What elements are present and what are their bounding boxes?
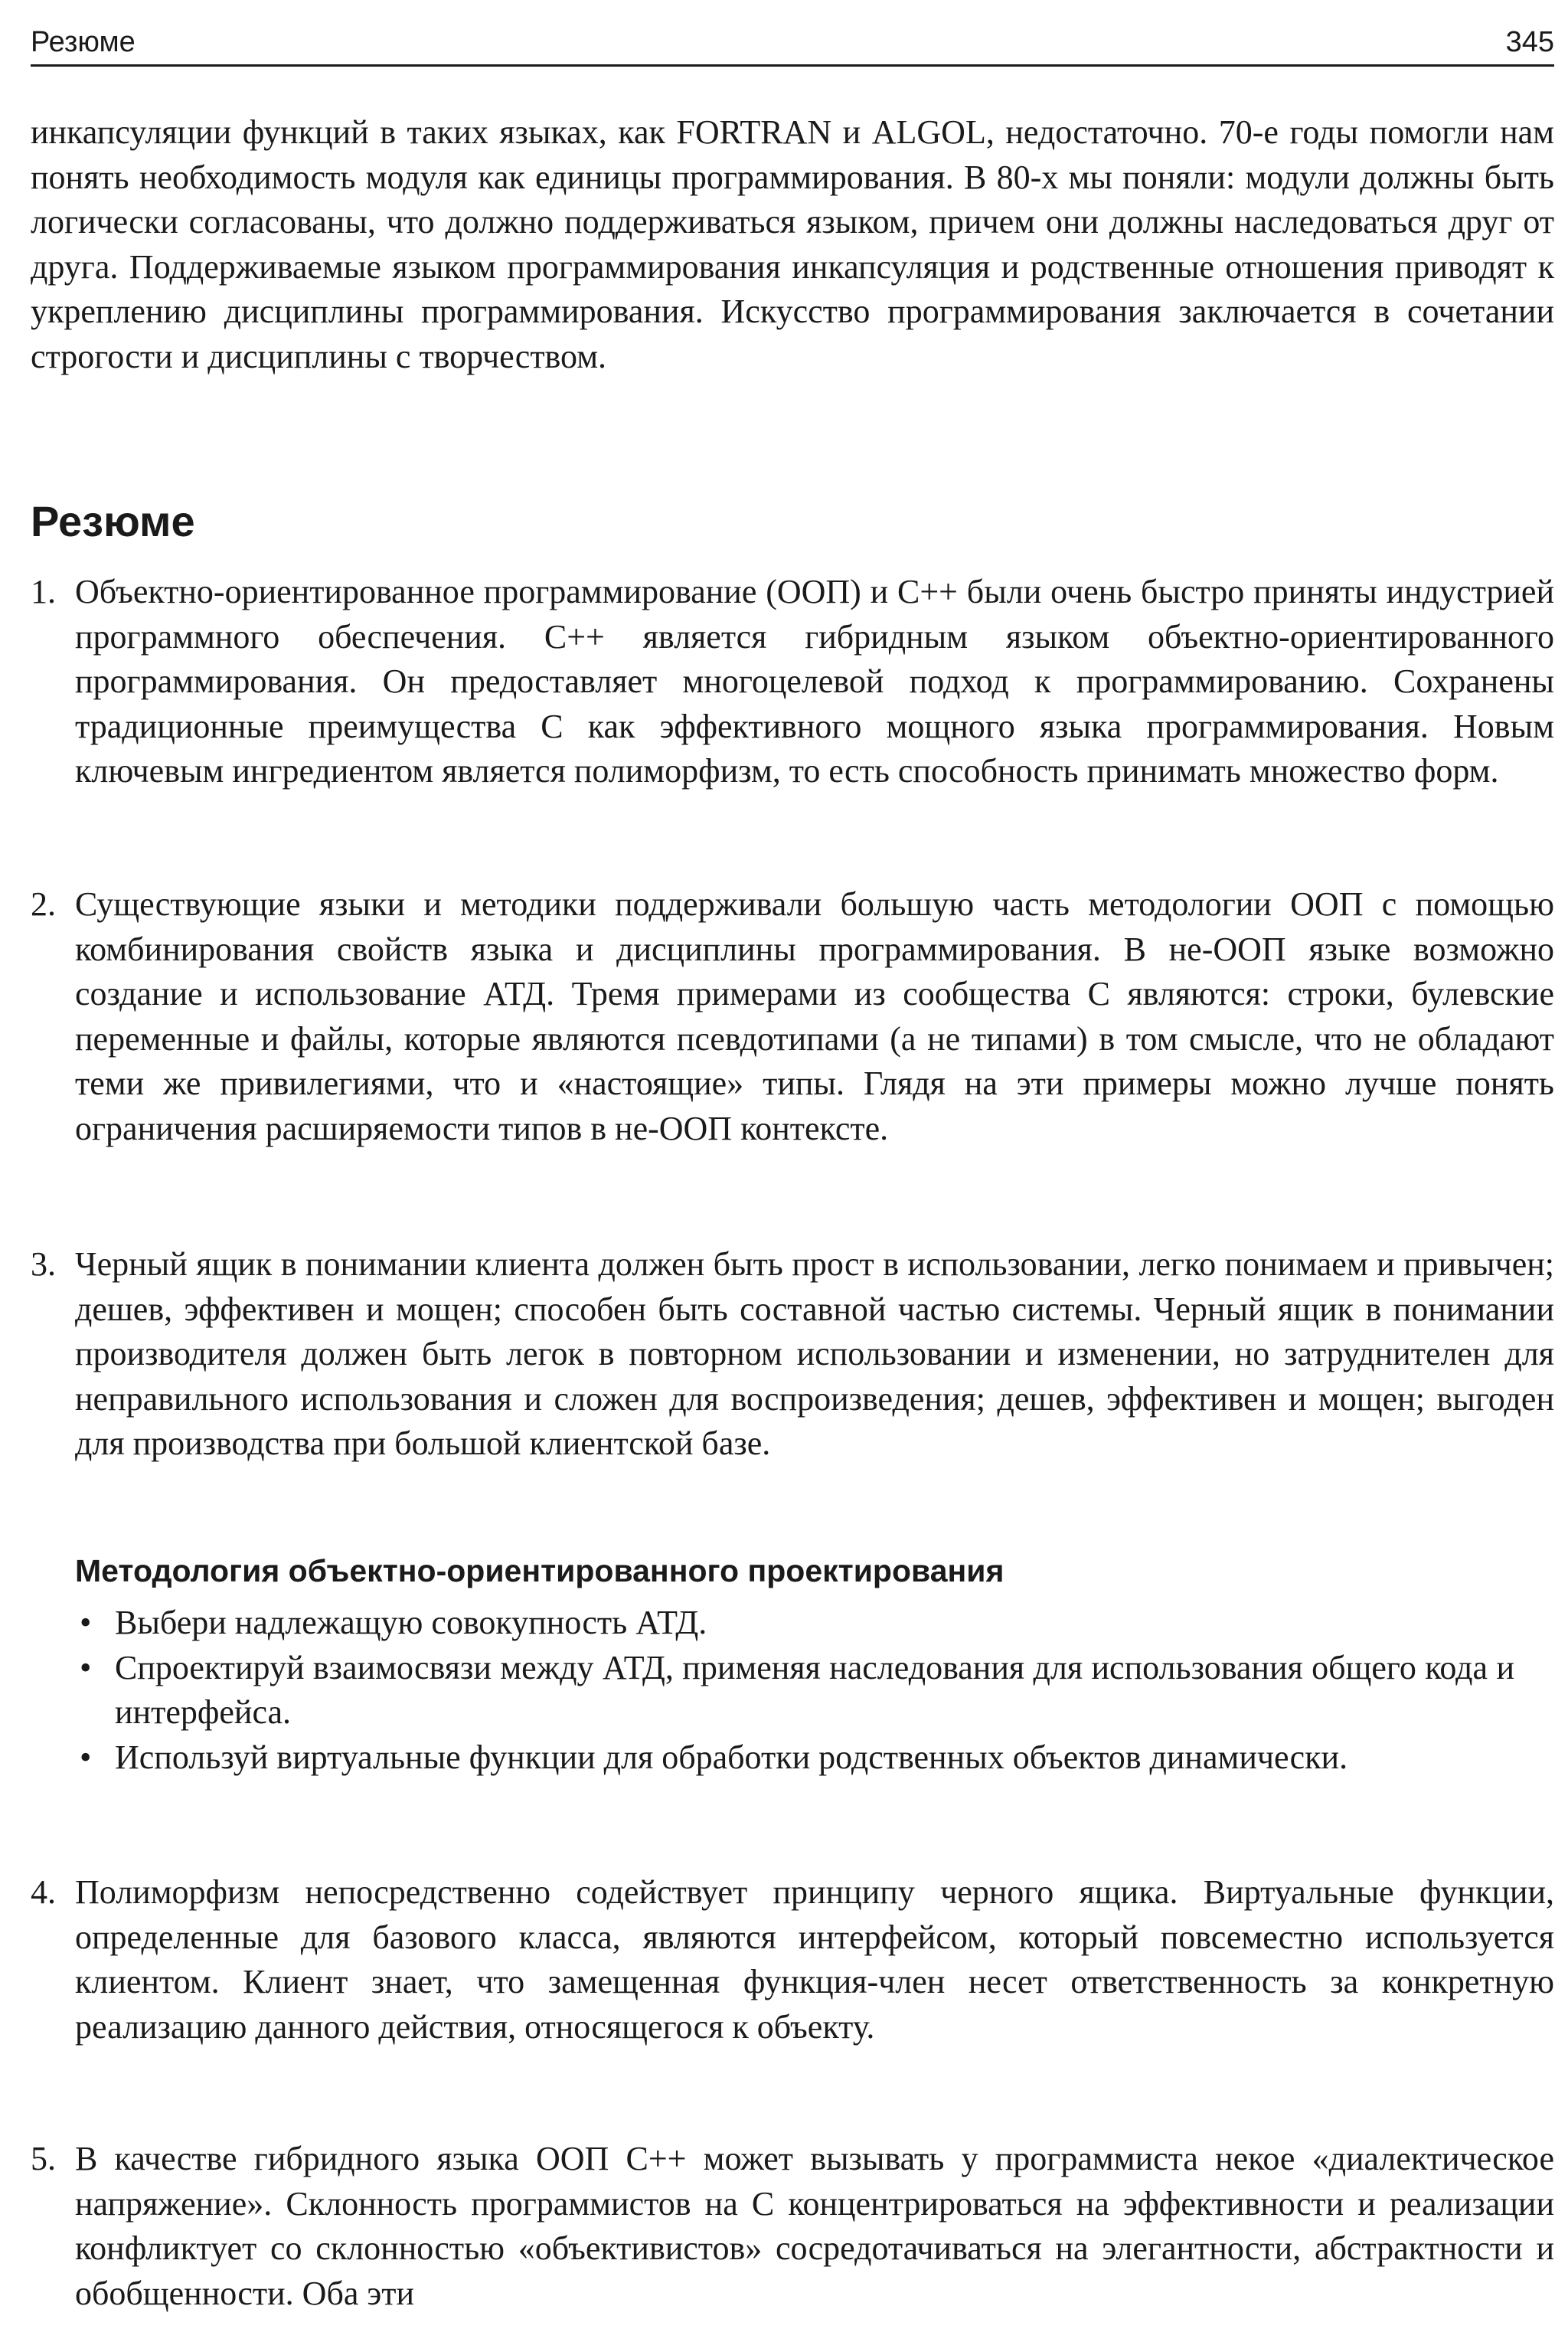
summary-item-5 <box>31 2137 1554 2316</box>
item-number: 1. <box>31 573 56 610</box>
item-text: В качестве гибридного языка ООП C++ может вызывать у программиста некое «диалектическое напряжение». Склонность программистов на C концентрироваться на эффективности и реализации конфликтует со склонностью «объективистов» сосредотачиваться на элегантности, абстрактности и обобщенности. Оба эти <box>75 2140 1554 2312</box>
bullet-item: • Спроектируй взаимосвязи между АТД, применяя наследования для использования общего кода и интерфейса. <box>75 1646 1514 1735</box>
page-number: 345 <box>1505 26 1554 58</box>
section-heading: Резюме <box>31 497 195 545</box>
methodology-bullet-list <box>75 1601 1514 1780</box>
summary-item-2 <box>31 882 1554 1151</box>
item-text: Полиморфизм непосредственно содействует принципу черного ящика. Виртуальные функции, определенные для базового класса, являются интерфейсом, который повсеместно используется клиентом. Клиент знает, что замещенная функция-член несет ответственность за конкретную реализацию данного действия, относящегося к объекту. <box>75 1873 1554 2046</box>
running-header <box>31 20 1554 67</box>
summary-item-1 <box>31 570 1554 794</box>
item-text: Существующие языки и методики поддерживали большую часть методологии ООП с помощью комбинирования свойств языка и дисциплины программирования. В не-ООП языке возможно создание и использование АТД. Тремя примерами из сообщества C являются: строки, булевские переменные и файлы, которые являются псевдотипами (а не типами) в том смысле, что не обладают теми же привилегиями, что и «настоящие» типы. Глядя на эти примеры можно лучше понять ограничения расширяемости типов в не-ООП контексте. <box>75 885 1554 1147</box>
item-number: 2. <box>31 885 56 923</box>
item-text: Черный ящик в понимании клиента должен быть прост в использовании, легко понимаем и привычен; дешев, эффективен и мощен; способен быть составной частью системы. Черный ящик в понимании производителя должен быть легок в повторном использовании и изменении, но затруднителен для неправильного использования и сложен для воспроизведения; дешев, эффективен и мощен; выгоден для производства при большой клиентской базе. <box>75 1245 1554 1462</box>
summary-item-3 <box>31 1242 1554 1467</box>
book-page <box>31 0 1554 2342</box>
item-number: 3. <box>31 1245 56 1283</box>
item-text: Объектно-ориентированное программирование (ООП) и C++ были очень быстро приняты индустрией программного обеспечения. C++ является гибридным языком объектно-ориентированного программирования. Он предоставляет многоцелевой подход к программированию. Сохранены традиционные преимущества C как эффективного мощного языка программирования. Новым ключевым ингредиентом является полиморфизм, то есть способность принимать множество форм. <box>75 573 1554 790</box>
item-number: 5. <box>31 2140 56 2177</box>
intro-paragraph: инкапсуляции функций в таких языках, как FORTRAN и ALGOL, недостаточно. 70-е годы помогли нам понять необходимость модуля как единицы программирования. В 80-х мы поняли: модули должны быть логически согласованы, что должно поддерживаться языком, причем они должны наследоваться друг от друга. Поддерживаемые языком программирования инкапсуляция и родственные отношения приводят к укреплению дисциплины программирования. Искусство программирования заключается в сочетании строгости и дисциплины с творчеством. <box>31 113 1554 375</box>
subsection-heading: Методология объектно-ориентированного проектирования <box>75 1553 1004 1588</box>
bullet-item: • Выбери надлежащую совокупность АТД. <box>75 1601 1514 1646</box>
running-header-title: Резюме <box>31 26 136 58</box>
summary-item-4 <box>31 1870 1554 2049</box>
item-number: 4. <box>31 1873 56 1911</box>
bullet-item: • Используй виртуальные функции для обработки родственных объектов динамически. <box>75 1735 1514 1781</box>
